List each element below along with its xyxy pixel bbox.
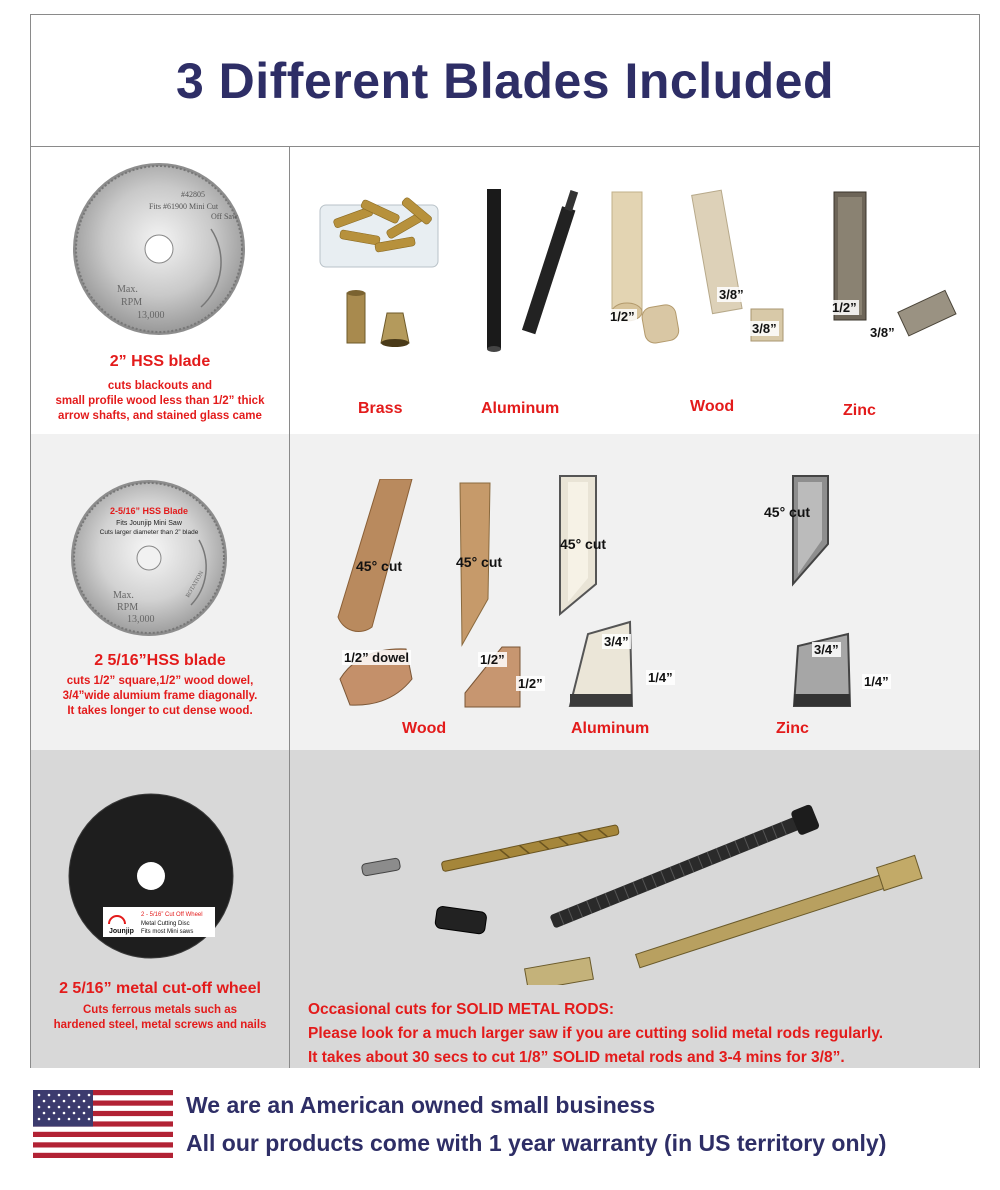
- dim-label: 1/2”: [610, 309, 635, 324]
- disc-text: ROTATION: [185, 570, 206, 599]
- material-label-aluminum: Aluminum: [571, 720, 650, 737]
- hss-blade-image: [31, 157, 289, 347]
- hss-blade-image: [31, 470, 289, 650]
- dim-label: 3/8”: [870, 325, 895, 340]
- dim-label: 3/8”: [752, 321, 777, 336]
- blade-cell: [31, 750, 289, 1068]
- cut-label: 45° cut: [356, 558, 403, 574]
- materials-photo-aluminum: [475, 187, 585, 357]
- us-flag-icon: [33, 1090, 173, 1158]
- disc-text: Fits Jounjip Mini Saw: [116, 520, 182, 527]
- dim-label: 1/2”: [480, 652, 505, 667]
- dim-label: 1/4”: [648, 670, 673, 685]
- blade-desc-line: hardened steel, metal screws and nails: [53, 1019, 267, 1031]
- dim-label: 1/2” dowel: [344, 650, 410, 665]
- blade-cell: [31, 147, 289, 434]
- material-label-wood: Wood: [690, 398, 735, 415]
- wheel-brand: Jounjip: [109, 928, 134, 935]
- disc-text: RPM: [117, 602, 139, 613]
- blade-desc-line: It takes longer to cut dense wood.: [67, 705, 253, 717]
- disc-text: #42805: [181, 190, 205, 199]
- blade-desc-line: Cuts ferrous metals such as: [82, 1004, 238, 1016]
- dim-label: 3/8”: [719, 287, 744, 302]
- blade-desc-line: cuts 1/2” square,1/2” wood dowel,: [66, 675, 254, 687]
- disc-text: Cuts larger diameter than 2” blade: [99, 529, 199, 536]
- material-label-aluminum: Aluminum: [481, 400, 560, 417]
- material-label-zinc: Zinc: [776, 720, 809, 737]
- blade-name: 2 5/16”HSS blade: [94, 652, 226, 669]
- wheel-label-line: Fits most Mini saws: [141, 929, 194, 935]
- product-info-panel: [30, 14, 980, 1068]
- footer: [0, 1068, 1000, 1190]
- disc-text: Off Saw: [211, 212, 238, 221]
- page-title: 3 Different Blades Included: [175, 52, 835, 109]
- row-2inch-hss: [31, 147, 979, 434]
- disc-text: 13,000: [137, 310, 165, 321]
- dim-label: 1/4”: [864, 674, 889, 689]
- blade-name: 2 5/16” metal cut-off wheel: [59, 980, 261, 997]
- blade-name: 2” HSS blade: [109, 353, 211, 370]
- dim-label: 3/4”: [814, 642, 839, 657]
- solid-rod-note-line: Please look for a much larger saw if you are cutting solid metal rods regularly.: [308, 1025, 884, 1042]
- disc-text: RPM: [121, 297, 143, 308]
- blade-desc-line: cuts blackouts and: [107, 380, 213, 392]
- blade-cell: [31, 434, 289, 750]
- dim-label: 1/2”: [518, 676, 543, 691]
- material-label-zinc: Zinc: [843, 402, 876, 419]
- title-box: [31, 15, 979, 147]
- blade-desc-line: 3/4”wide alumium frame diagonally.: [62, 690, 258, 702]
- row-2-5-16-hss: [31, 434, 979, 750]
- blade-desc-line: small profile wood less than 1/2” thick: [55, 395, 265, 407]
- dim-label: 1/2”: [832, 300, 857, 315]
- solid-rod-note-line: Occasional cuts for SOLID METAL RODS:: [308, 1001, 615, 1018]
- disc-text: Max.: [113, 590, 134, 601]
- blade-desc-line: arrow shafts, and stained glass came: [58, 410, 262, 422]
- cutoff-wheel-image: [31, 776, 289, 976]
- cut-label: 45° cut: [560, 536, 607, 552]
- wheel-label-line: 2 - 5/16” Cut Off Wheel: [141, 912, 203, 918]
- materials-cell: [290, 434, 979, 750]
- material-label-wood: Wood: [402, 720, 447, 737]
- materials-photo-aluminum: [540, 474, 700, 724]
- disc-text: 2-5/16” HSS Blade: [109, 506, 189, 516]
- cut-label: 45° cut: [456, 554, 503, 570]
- dim-label: 3/4”: [604, 634, 629, 649]
- solid-rod-note-line: It takes about 30 secs to cut 1/8” SOLID metal rods and 3-4 mins for 3/8”.: [308, 1049, 845, 1066]
- column-divider: [289, 147, 290, 1068]
- footer-business-line: We are an American owned small business: [186, 1092, 656, 1118]
- materials-cell: [290, 147, 979, 434]
- disc-text: Max.: [117, 284, 138, 295]
- materials-cell: [290, 750, 979, 1068]
- footer-warranty-line: All our products come with 1 year warranty (in US territory only): [186, 1130, 887, 1156]
- metal-rods-photo: [350, 785, 970, 985]
- disc-text: 13,000: [127, 614, 155, 625]
- row-cutoff-wheel: [31, 750, 979, 1068]
- material-label-brass: Brass: [358, 400, 403, 417]
- cut-label: 45° cut: [764, 504, 811, 520]
- disc-text: Fits #61900 Mini Cut: [149, 202, 219, 211]
- materials-photo-brass: [315, 185, 445, 385]
- wheel-label-line: Metal Cutting Disc: [141, 921, 190, 927]
